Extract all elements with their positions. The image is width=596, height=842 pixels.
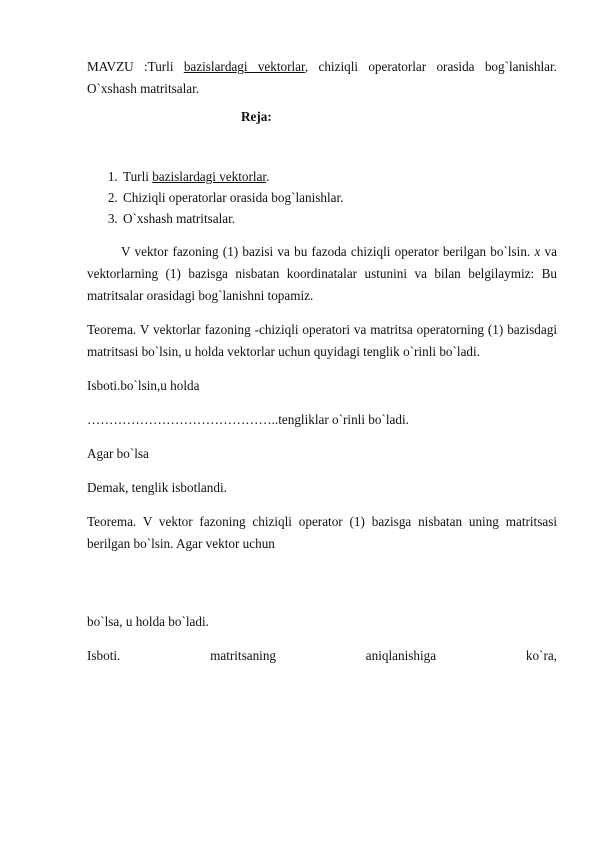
proof-2-word-3: aniqlanishiga	[365, 648, 437, 663]
plan-item-2-text: Chiziqli operatorlar orasida bog`lanishlar.	[123, 190, 344, 205]
topic-rest: , chiziqli operatorlar orasida bog`lanishlar. O`xshash matritsalar.	[87, 59, 557, 96]
plan-item-3-text: O`xshash matritsalar.	[123, 211, 236, 226]
topic-prefix: MAVZU :Turli	[87, 59, 184, 74]
theorem-1: Teorema. V vektorlar fazoning -chiziqli operatori va matritsa operatorning (1) bazisdagi matritsasi bo`lsin, u holda vektorlar uchun quyidagi tenglik o`rinli bo`ladi.	[87, 322, 557, 359]
agar-line: Agar bo`lsa	[87, 446, 149, 461]
plan-item-1-suffix: .	[266, 169, 270, 184]
document-page	[87, 56, 557, 667]
proof-2-word-1: Isboti.	[87, 648, 121, 663]
dots-line: ……………………………………..tengliklar o`rinli bo`ladi.	[87, 412, 409, 427]
intro-part-b: va vektorlarning (1) bazisga nisbatan koordinatalar ustunini va bilan belgilaymiz: Bu matritsalar orasidagi bog`lanishni topamiz.	[87, 244, 557, 303]
plan-item-1-prefix: Turli	[123, 169, 153, 184]
intro-var-x: x	[534, 244, 541, 259]
plan-list	[87, 166, 557, 229]
intro-part-a: V vektor fazoning (1) bazisi va bu fazoda chiziqli operator berilgan bo`lsin.	[121, 244, 535, 259]
proof-2-word-2: matritsaning	[210, 648, 277, 663]
proof-2-line	[87, 645, 557, 667]
proof-2-word-4: ko`ra,	[525, 648, 557, 663]
topic-link[interactable]: bazislardagi vektorlar	[183, 59, 305, 74]
demak-line: Demak, tenglik isbotlandi.	[87, 480, 227, 495]
bolsa-line: bo`lsa, u holda bo`ladi.	[87, 614, 209, 629]
plan-item-1-link[interactable]: bazislardagi vektorlar	[152, 169, 267, 184]
paragraph-intro	[87, 241, 557, 307]
theorem-2: Teorema. V vektor fazoning chiziqli operator (1) bazisga nisbatan uning matritsasi berilgan bo`lsin. Agar vektor uchun	[87, 514, 557, 551]
proof-1: Isboti.bo`lsin,u holda	[87, 378, 200, 393]
plan-item-1	[121, 166, 557, 187]
topic-heading	[87, 56, 557, 100]
plan-heading: Reja:	[241, 109, 272, 124]
plan-item-2	[121, 187, 557, 208]
plan-item-3	[121, 208, 557, 229]
